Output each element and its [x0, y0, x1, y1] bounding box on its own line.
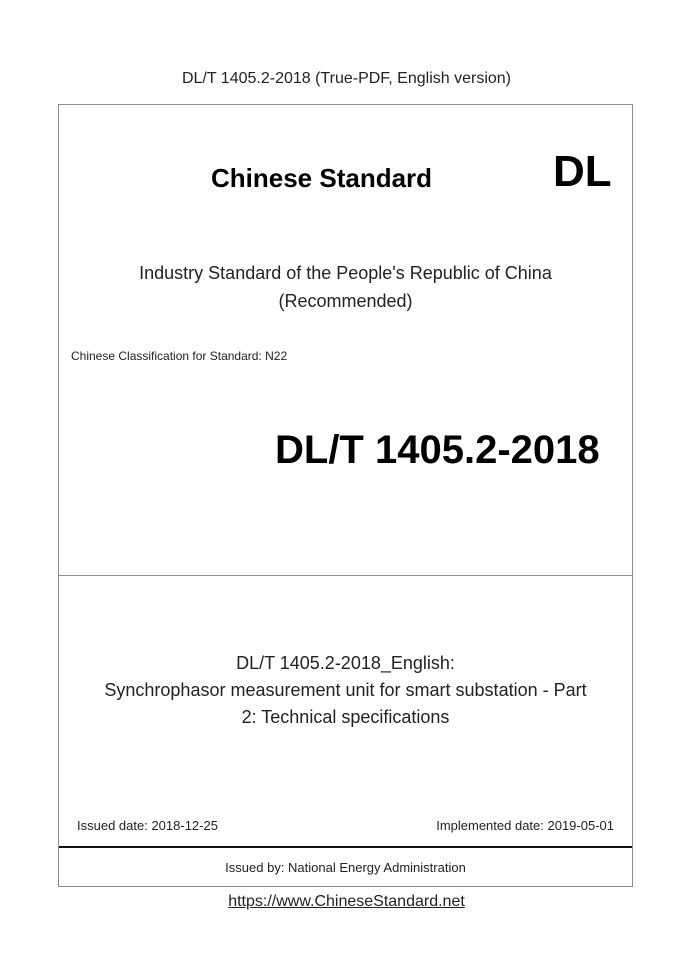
website-link[interactable]: https://www.ChineseStandard.net: [228, 893, 465, 910]
page-header: DL/T 1405.2-2018 (True-PDF, English version): [181, 70, 512, 87]
issued-by-text: Issued by: National Energy Administration: [225, 860, 466, 875]
section-divider: [59, 575, 632, 576]
title-line: 2: Technical specifications: [241, 707, 450, 727]
standard-number: DL/T 1405.2-2018: [275, 428, 600, 472]
implemented-date: Implemented date: 2019-05-01: [436, 818, 614, 833]
title-line: DL/T 1405.2-2018_English:: [236, 653, 455, 673]
classification-text: Chinese Classification for Standard: N22: [71, 349, 288, 363]
standard-code: DL: [553, 147, 612, 196]
issued-date: Issued date: 2018-12-25: [77, 818, 218, 833]
industry-line: Industry Standard of the People's Republic of China: [139, 263, 552, 283]
document-title: [59, 650, 632, 731]
title-line: Synchrophasor measurement unit for smart substation - Part: [104, 680, 587, 700]
issuer-box: [59, 846, 632, 887]
industry-statement: [59, 259, 632, 315]
recommended-line: (Recommended): [278, 291, 413, 311]
cover-title: Chinese Standard: [211, 163, 433, 193]
cover-frame: [58, 104, 633, 887]
